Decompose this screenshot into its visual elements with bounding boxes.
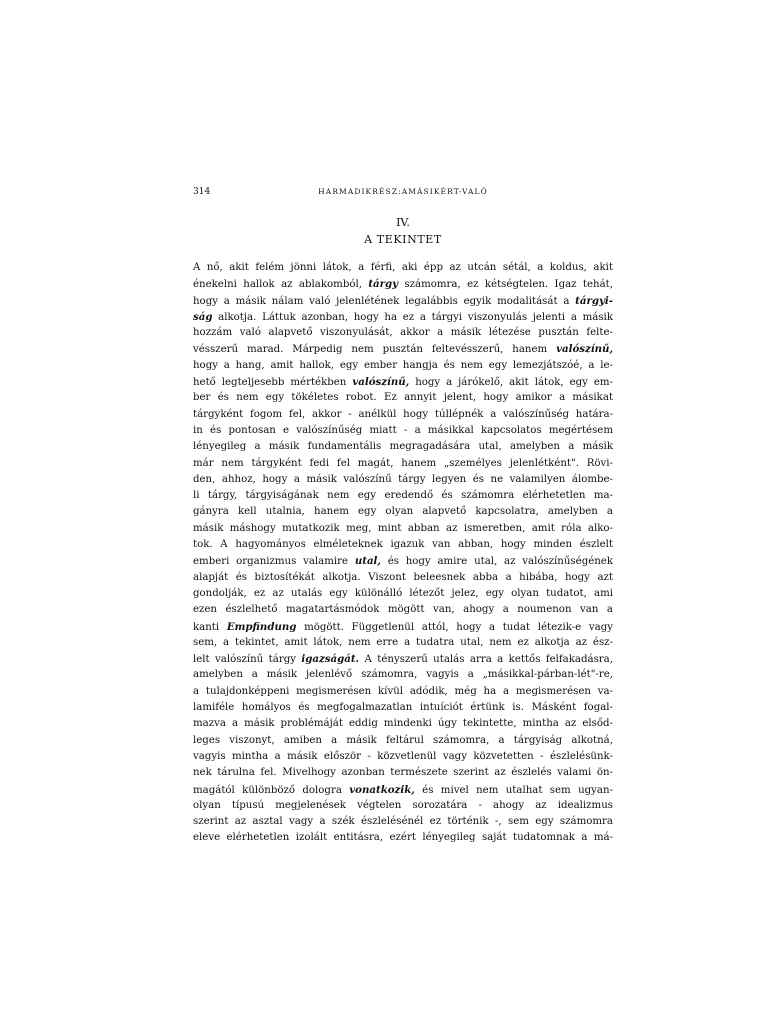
text-segment: amelyben a másik jelenlévő számomra, vagyis a „másikkal-párban-lét"-re, <box>193 669 613 681</box>
text-line <box>193 521 613 537</box>
text-segment: in és pontosan e valószínűség miatt - a másikkal kapcsolatos megértésem <box>193 424 613 436</box>
text-segment: lamiféle homályos és megfogalmazatlan intuíciót értünk is. Másként fogal- <box>193 702 613 714</box>
text-line <box>193 651 613 667</box>
text-segment: már nem tárgyként fedi fel magát, hanem „személyes jelenlétként". Rövi- <box>193 457 613 469</box>
text-segment: eleve elérhetetlen izolált entitásra, ezért lényegileg saját tudatomnak a má- <box>193 832 613 844</box>
text-line <box>193 667 613 683</box>
text-segment: és mivel nem utalhat sem ugyan- <box>414 784 613 796</box>
text-line <box>193 390 613 406</box>
text-line <box>193 553 613 569</box>
page-number: 314 <box>193 187 211 197</box>
text-segment: tok. A hagyományos elméleteknek igazuk van abban, hogy minden észlelt <box>193 539 613 551</box>
text-segment: szerint az asztal vagy a szék észlelésénél ez történik -, sem egy számomra <box>193 816 613 828</box>
text-segment: sem, a tekintet, amit látok, nem erre a tudatra utal, nem ez alkotja az ész- <box>193 636 613 648</box>
text-line <box>193 635 613 651</box>
text-segment: vagyis mintha a másik először - közvetlenül vagy közvetetten - észlelésünk- <box>193 750 613 762</box>
text-segment: kanti <box>193 621 227 633</box>
text-line <box>193 341 613 357</box>
body-text <box>193 260 613 847</box>
text-segment: den, ahhoz, hogy a másik valószínű tárgy legyen és ne valamilyen álombe- <box>193 473 613 485</box>
text-segment: alapját és biztosítékát alkotja. Viszont beleesnek abba a hibába, hogy azt <box>193 571 613 583</box>
text-line <box>193 798 613 814</box>
text-segment: hogy a járókelő, akit látok, egy em- <box>409 377 613 389</box>
text-segment: magától különböző dologra <box>193 784 350 796</box>
text-line <box>193 325 613 341</box>
emphasized-term: Empfindung <box>226 620 297 633</box>
text-segment: másik máshogy mutatkozik meg, mint abban az ismeretben, amit róla alko- <box>193 522 613 534</box>
text-segment: A nő, akit felém jönni látok, a férfi, aki épp az utcán sétál, a koldus, akit <box>193 262 613 273</box>
running-title: HARMADIKRÉSZ:AMÁSIKÉRT-VALÓ <box>318 187 488 196</box>
text-segment: leges viszonyt, amiben a másik feltárul számomra, a tárgyiság alkotná, <box>193 734 613 746</box>
text-line <box>193 765 613 781</box>
text-line <box>193 586 613 602</box>
text-segment: tárgyként fogom fel, akkor - anélkül hogy túllépnék a valószínűség határa- <box>193 408 613 420</box>
text-segment: énekelni hallok az ablakomból, <box>193 279 369 291</box>
text-line <box>193 684 613 700</box>
emphasized-term: tárgy <box>368 278 399 291</box>
text-line <box>193 309 613 325</box>
text-segment: vésszerű marad. Márpedig nem pusztán feltevésszerű, hanem <box>193 344 557 356</box>
text-line <box>193 830 613 846</box>
text-line <box>193 488 613 504</box>
text-line <box>193 472 613 488</box>
text-line <box>193 570 613 586</box>
text-segment: mögött. Függetlenül attól, hogy a tudat létezik-e vagy <box>296 621 613 633</box>
text-line <box>193 602 613 618</box>
text-line <box>193 814 613 830</box>
text-segment: és hogy amire utal, az valószínűségének <box>380 556 614 568</box>
text-segment: hogy a hang, amit hallok, egy ember hangja és nem egy lemezjátszóé, a le- <box>193 359 613 371</box>
text-segment: nek tárulna fel. Mivelhogy azonban természete szerint az észlelés valami ön- <box>193 767 613 779</box>
text-segment: alkotja. Láttuk azonban, hogy ha ez a tárgyi viszonyulás jelenti a másik <box>212 311 613 323</box>
text-segment: gondolják, ez az utalás egy különálló létezőt jelez, egy olyan tudatot, ami <box>193 587 613 599</box>
text-segment: emberi organizmus valamire <box>193 556 355 568</box>
text-line <box>193 619 613 635</box>
chapter-title: A TEKINTET <box>364 233 442 246</box>
text-line <box>193 293 613 309</box>
book-page <box>193 0 613 1024</box>
text-line <box>193 407 613 423</box>
emphasized-term: ság <box>193 310 213 323</box>
text-line <box>193 504 613 520</box>
text-segment: hető legteljesebb mértékben <box>193 377 353 389</box>
text-segment: lelt valószínű tárgy <box>193 654 302 666</box>
emphasized-term: vonatkozik, <box>349 783 415 796</box>
text-segment: gányra kell utalnia, hanem egy olyan alapvető kapcsolatra, amelyben a <box>193 506 613 518</box>
text-line <box>193 276 613 292</box>
text-line <box>193 700 613 716</box>
text-line <box>193 374 613 390</box>
text-line <box>193 423 613 439</box>
text-segment: számomra, ez kétségtelen. Igaz tehát, <box>398 279 613 291</box>
text-line <box>193 439 613 455</box>
text-segment: hogy a másik nálam való jelenlétének legalábbis egyik modalitását a <box>193 295 576 307</box>
text-line <box>193 537 613 553</box>
text-line <box>193 456 613 472</box>
text-line <box>193 733 613 749</box>
text-segment: li tárgy, tárgyiságának nem egy eredendő és számomra elérhetetlen ma- <box>193 490 613 502</box>
text-segment: ezen észlelhető magatartásmódok mögött van, ahogy a noumenon van a <box>193 604 613 616</box>
text-line <box>193 260 613 276</box>
emphasized-term: valószínű, <box>352 376 410 389</box>
emphasized-term: valószínű, <box>556 343 613 356</box>
text-segment: olyan típusú megjelenések végtelen sorozatára - ahogy az idealizmus <box>193 799 613 811</box>
text-segment: A tényszerű utalás arra a kettős felfakadásra, <box>359 654 613 666</box>
text-segment: hozzám való alapvető viszonyulását, akkor a másik létezése pusztán felte- <box>193 327 613 339</box>
text-line <box>193 716 613 732</box>
text-segment: a tulajdonképpeni megismerésen kívül adódik, még ha a megismerésen va- <box>193 685 613 697</box>
emphasized-term: utal, <box>354 555 381 568</box>
text-line <box>193 749 613 765</box>
text-segment: ber és nem egy tökéletes robot. Ez annyit jelent, hogy amikor a másikat <box>193 392 613 404</box>
emphasized-term: tárgyi- <box>575 294 613 307</box>
text-line <box>193 358 613 374</box>
running-head <box>193 185 613 199</box>
text-segment: mazva a másik problémáját eddig mindenki úgy tekintette, mintha az elsőd- <box>193 718 613 730</box>
chapter-number: IV. <box>396 216 410 229</box>
text-line <box>193 782 613 798</box>
text-segment: lényegileg a másik fundamentális megragadására utal, amelyben a másik <box>193 441 613 453</box>
emphasized-term: igazságát. <box>301 653 360 666</box>
